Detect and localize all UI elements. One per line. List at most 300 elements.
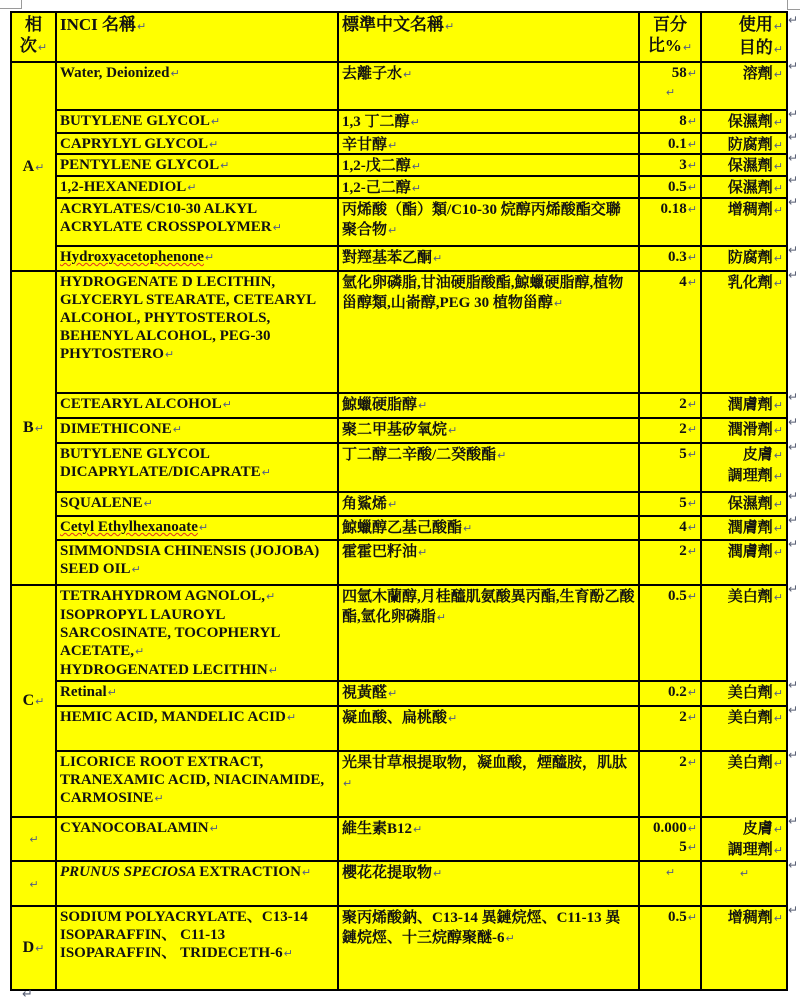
inci-cell[interactable]: [56, 540, 338, 585]
inci-text: [60, 64, 334, 107]
percent-cell[interactable]: [639, 271, 701, 393]
pilcrow-mark: ↵: [773, 139, 783, 151]
pilcrow-mark: ↵: [773, 844, 783, 857]
inci-cell[interactable]: [56, 198, 338, 246]
inci-cell[interactable]: [56, 751, 338, 817]
inci-cell[interactable]: [56, 133, 338, 154]
pilcrow-mark: ↵: [773, 449, 783, 462]
purpose-text: [705, 908, 783, 987]
inci-cell[interactable]: [56, 62, 338, 110]
pilcrow-mark: ↵: [445, 20, 455, 33]
cn-cell[interactable]: [338, 62, 639, 110]
cn-name: 聚二甲基矽氧烷: [342, 422, 448, 438]
cn-name: 聚丙烯酸鈉、C13-14 異鏈烷烴、C11-13 異鏈烷烴、十三烷醇聚醚-6: [342, 910, 621, 946]
cn-cell[interactable]: [338, 706, 639, 751]
cn-text: [342, 494, 635, 513]
pilcrow-mark: ↵: [411, 182, 421, 195]
purpose-line: [705, 420, 783, 440]
purpose-line: [705, 156, 783, 173]
percent-text: [643, 708, 697, 748]
percent-cell[interactable]: [639, 62, 701, 110]
percent-value: 2: [679, 396, 687, 412]
end-of-row-mark: ↵: [788, 59, 799, 73]
inci-text: [60, 420, 334, 440]
end-of-document-mark: ↵: [22, 987, 33, 1002]
purpose-line: [705, 518, 783, 537]
pilcrow-mark: ↵: [210, 115, 221, 128]
inci-cell[interactable]: [56, 154, 338, 176]
inci-cell[interactable]: [56, 271, 338, 393]
percent-cell[interactable]: [639, 751, 701, 817]
pilcrow-mark: ↵: [687, 545, 697, 558]
cn-cell[interactable]: [338, 906, 639, 990]
percent-line: [643, 587, 697, 606]
inci-cell[interactable]: [56, 418, 338, 443]
inci-text: [60, 683, 334, 703]
percent-text: [643, 518, 697, 537]
inci-cell[interactable]: [56, 516, 338, 540]
purpose-text: [705, 273, 783, 390]
percent-line: [643, 494, 697, 513]
header-row: [11, 12, 787, 62]
pilcrow-mark: ↵: [773, 182, 783, 195]
inci-cell[interactable]: [56, 817, 338, 861]
cn-cell[interactable]: [338, 540, 639, 585]
percent-cell[interactable]: [639, 817, 701, 861]
inci-text: [60, 863, 334, 903]
pilcrow-mark: ↵: [448, 424, 458, 437]
pilcrow-mark: ↵: [388, 687, 398, 700]
pilcrow-mark: ↵: [143, 497, 153, 510]
inci-segment: ACRYLATES/C10-30 ALKYL ACRYLATE CROSSPOLYMER: [60, 201, 272, 235]
inci-text: [60, 273, 334, 390]
purpose-value: 防腐劑: [727, 137, 773, 151]
purpose-line: [705, 395, 783, 415]
inci-cell[interactable]: [56, 585, 338, 681]
inci-cell[interactable]: [56, 706, 338, 751]
cn-cell[interactable]: [338, 393, 639, 418]
inci-paragraph: [60, 178, 334, 195]
inci-paragraph: [60, 248, 334, 267]
purpose-cell[interactable]: [701, 516, 787, 540]
purpose-line: [705, 683, 783, 703]
text: 比%: [647, 36, 682, 55]
purpose-cell[interactable]: [701, 176, 787, 198]
percent-line: [643, 753, 697, 772]
header-line: [705, 37, 783, 60]
end-of-row-mark: ↵: [788, 814, 799, 828]
ingredient-row: [11, 246, 787, 271]
percent-cell[interactable]: [639, 443, 701, 492]
pilcrow-mark: ↵: [448, 712, 458, 725]
inci-segment: HEMIC ACID, MANDELIC ACID: [60, 709, 286, 725]
inci-paragraph: [60, 395, 334, 414]
inci-paragraph: [60, 661, 334, 678]
cn-text: [342, 248, 635, 268]
percent-value: 0.5: [668, 588, 687, 604]
pilcrow-mark: ↵: [268, 664, 278, 677]
purpose-line: [705, 445, 783, 466]
purpose-cell[interactable]: [701, 861, 787, 906]
percent-cell[interactable]: [639, 418, 701, 443]
purpose-value: 美白劑: [727, 589, 773, 605]
cn-cell[interactable]: [338, 271, 639, 393]
pilcrow-mark: ↵: [687, 711, 697, 724]
cn-cell[interactable]: [338, 861, 639, 906]
inci-text: [60, 587, 334, 678]
percent-text: [643, 273, 697, 390]
percent-line: [643, 273, 697, 292]
percent-cell[interactable]: [639, 246, 701, 271]
pilcrow-mark: ↵: [773, 498, 783, 511]
cn-cell[interactable]: [338, 110, 639, 133]
percent-line: [643, 838, 697, 857]
percent-line: [643, 395, 697, 414]
cn-text: [342, 708, 635, 748]
pilcrow-mark: ↵: [222, 398, 232, 411]
pilcrow-mark: ↵: [497, 449, 507, 462]
cn-name: 鯨蠟醇乙基己酸酯: [342, 520, 463, 536]
cn-cell[interactable]: [338, 176, 639, 198]
end-of-row-mark: ↵: [788, 748, 799, 762]
purpose-cell[interactable]: [701, 906, 787, 990]
header-line: [15, 14, 52, 35]
pilcrow-mark: ↵: [665, 86, 676, 99]
pilcrow-mark: ↵: [107, 686, 117, 699]
end-of-row-mark: ↵: [788, 489, 799, 503]
inci-cell[interactable]: [56, 110, 338, 133]
purpose-text: [705, 395, 783, 415]
inci-cell[interactable]: [56, 681, 338, 706]
purpose-cell[interactable]: [701, 393, 787, 418]
inci-cell[interactable]: [56, 861, 338, 906]
inci-cell[interactable]: [56, 246, 338, 271]
purpose-cell[interactable]: [701, 418, 787, 443]
pilcrow-mark: ↵: [154, 792, 164, 805]
purpose-line: [705, 908, 783, 929]
cn-name: 丁二醇二辛酸/二癸酸酯: [342, 447, 497, 463]
text: 使用: [738, 15, 773, 34]
cn-name: 1,2-己二醇: [342, 180, 411, 195]
percent-text: [643, 863, 697, 903]
cn-cell[interactable]: [338, 418, 639, 443]
percent-cell[interactable]: [639, 393, 701, 418]
phase-cell-A[interactable]: [11, 62, 56, 271]
purpose-cell[interactable]: [701, 271, 787, 393]
ingredient-row: [11, 418, 787, 443]
inci-segment: TETRAHYDROM AGNOLOL,: [60, 588, 266, 604]
percent-cell[interactable]: [639, 681, 701, 706]
percent-text: [643, 587, 697, 678]
ingredient-row: [11, 110, 787, 133]
end-of-row-mark: ↵: [788, 130, 799, 144]
inci-text: [60, 542, 334, 582]
percent-cell[interactable]: [639, 110, 701, 133]
pilcrow-mark: ↵: [209, 138, 219, 151]
inci-paragraph: [60, 819, 334, 838]
purpose-cell[interactable]: [701, 198, 787, 246]
pilcrow-mark: ↵: [343, 777, 353, 790]
pilcrow-mark: ↵: [773, 116, 783, 129]
phase-cell-D[interactable]: [11, 906, 56, 990]
cn-cell[interactable]: [338, 443, 639, 492]
inci-segment: DIMETHICONE: [60, 421, 172, 437]
pilcrow-mark: ↵: [388, 224, 398, 237]
percent-line: [643, 863, 697, 882]
ingredient-row: [11, 751, 787, 817]
percent-cell[interactable]: [639, 516, 701, 540]
inci-cell[interactable]: [56, 443, 338, 492]
pilcrow-mark: ↵: [433, 867, 443, 880]
pilcrow-mark: ↵: [411, 160, 421, 173]
purpose-value: 潤膚劑: [727, 544, 773, 560]
percent-line: [643, 420, 697, 439]
percent-cell[interactable]: [639, 154, 701, 176]
inci-cell[interactable]: [56, 906, 338, 990]
purpose-text: [705, 156, 783, 173]
end-of-row-mark: ↵: [788, 513, 799, 527]
percent-value: 8: [679, 113, 687, 129]
header-line: [705, 14, 783, 37]
purpose-cell[interactable]: [701, 443, 787, 492]
cn-name: 四氫木蘭醇,月桂醯肌氨酸異丙酯,生育酚乙酸酯,氫化卵磷脂: [342, 589, 635, 625]
percent-cell[interactable]: [639, 176, 701, 198]
cn-cell[interactable]: [338, 492, 639, 516]
end-of-row-mark: ↵: [788, 13, 799, 27]
pilcrow-mark: ↵: [773, 522, 783, 535]
percent-value: 4: [679, 519, 687, 535]
header-purpose[interactable]: [701, 12, 787, 62]
pilcrow-mark: ↵: [773, 43, 783, 56]
purpose-text: [705, 135, 783, 151]
purpose-value: 皮膚: [742, 447, 773, 463]
inci-paragraph: [60, 494, 334, 513]
purpose-cell[interactable]: [701, 246, 787, 271]
cn-cell[interactable]: [338, 198, 639, 246]
ingredient-row: [11, 585, 787, 681]
pilcrow-mark: ↵: [687, 251, 697, 264]
inci-paragraph: [60, 112, 334, 130]
pilcrow-mark: ↵: [687, 276, 697, 289]
end-of-row-mark: ↵: [788, 243, 799, 257]
percent-text: [643, 542, 697, 582]
end-of-row-mark: ↵: [788, 678, 799, 692]
percent-cell[interactable]: [639, 861, 701, 906]
inci-text: [60, 819, 334, 858]
cn-cell[interactable]: [338, 516, 639, 540]
cn-cell[interactable]: [338, 817, 639, 861]
percent-line: [643, 445, 697, 464]
purpose-cell[interactable]: [701, 751, 787, 817]
pilcrow-mark: ↵: [135, 645, 145, 658]
inci-segment: PRUNUS SPECIOSA: [60, 864, 200, 880]
cn-cell[interactable]: [338, 246, 639, 271]
pilcrow-mark: ↵: [35, 942, 45, 955]
percent-text: [643, 178, 697, 195]
pilcrow-mark: ↵: [170, 67, 180, 80]
inci-segment: BUTYLENE GLYCOL DICAPRYLATE/DICAPRATE: [60, 446, 261, 480]
phase-cell[interactable]: [11, 817, 56, 861]
percent-value: 5: [679, 495, 687, 511]
percent-line: [643, 908, 697, 927]
inci-paragraph: [60, 420, 334, 439]
percent-cell[interactable]: [639, 906, 701, 990]
percent-cell[interactable]: [639, 492, 701, 516]
pilcrow-mark: ↵: [687, 159, 697, 172]
purpose-text: [705, 518, 783, 537]
purpose-cell[interactable]: [701, 62, 787, 110]
pilcrow-mark: ↵: [773, 591, 783, 604]
pilcrow-mark: ↵: [413, 823, 423, 836]
inci-segment: SQUALENE: [60, 495, 143, 511]
inci-text: [60, 112, 334, 130]
percent-value: 2: [679, 543, 687, 559]
cn-name: 視黃醛: [342, 685, 388, 701]
percent-value: 5: [679, 446, 687, 462]
cn-name: 鯨蠟硬脂醇: [342, 397, 418, 413]
header-inci[interactable]: [56, 12, 338, 62]
cn-cell[interactable]: [338, 681, 639, 706]
purpose-cell[interactable]: [701, 110, 787, 133]
header-line: [15, 35, 52, 58]
pilcrow-mark: ↵: [773, 20, 783, 33]
percent-value: 2: [679, 754, 687, 770]
inci-cell[interactable]: [56, 393, 338, 418]
inci-paragraph: [60, 200, 334, 237]
cn-text: [342, 445, 635, 489]
cn-cell[interactable]: [338, 133, 639, 154]
percent-cell[interactable]: [639, 706, 701, 751]
percent-line: [643, 156, 697, 173]
purpose-text: [705, 683, 783, 703]
pilcrow-mark: ↵: [773, 68, 783, 81]
cn-cell[interactable]: [338, 751, 639, 817]
inci-segment: Hydroxyacetophenone: [60, 249, 204, 265]
pilcrow-mark: ↵: [418, 546, 428, 559]
cn-text: [342, 753, 635, 814]
pilcrow-mark: ↵: [687, 497, 697, 510]
cn-name: 光果甘草根提取物，凝血酸，煙醯胺，肌肽: [342, 755, 628, 771]
purpose-line: [705, 587, 783, 608]
cn-cell[interactable]: [338, 154, 639, 176]
percent-line: [643, 248, 697, 267]
pilcrow-mark: ↵: [29, 877, 39, 891]
header-line: [643, 14, 697, 35]
cn-name: 氫化卵磷脂,甘油硬脂酸酯,鯨蠟硬脂醇,植物甾醇類,山嵛醇,PEG 30 植物甾醇: [342, 275, 624, 311]
purpose-line: [705, 753, 783, 774]
pilcrow-mark: ↵: [436, 611, 446, 624]
pilcrow-mark: ↵: [687, 590, 697, 603]
inci-segment: HYDROGENATED LECITHIN: [60, 662, 268, 678]
percent-text: [643, 200, 697, 243]
percent-line: [643, 200, 697, 219]
inci-paragraph: [60, 156, 334, 173]
inci-cell[interactable]: [56, 176, 338, 198]
percent-value: 2: [679, 709, 687, 725]
purpose-text: [705, 494, 783, 513]
cn-name: 辛甘醇: [342, 137, 388, 151]
pilcrow-mark: ↵: [220, 159, 230, 172]
inci-paragraph: [60, 135, 334, 151]
ingredient-row: [11, 681, 787, 706]
percent-cell[interactable]: [639, 133, 701, 154]
purpose-line: [705, 542, 783, 563]
purpose-line: [705, 273, 783, 294]
inci-text: [60, 178, 334, 195]
text: INCI 名稱: [60, 15, 137, 34]
percent-text: [643, 819, 697, 858]
cn-text: [342, 64, 635, 107]
purpose-cell[interactable]: [701, 154, 787, 176]
pilcrow-mark: ↵: [687, 423, 697, 436]
purpose-text: [705, 708, 783, 748]
phase-cell[interactable]: [11, 861, 56, 906]
ingredients-table: [10, 11, 788, 991]
percent-cell[interactable]: [639, 585, 701, 681]
phase-label: D: [22, 939, 35, 956]
pilcrow-mark: ↵: [35, 160, 45, 174]
percent-cell[interactable]: [639, 540, 701, 585]
purpose-value: 調理劑: [727, 468, 773, 484]
end-of-row-mark: ↵: [788, 195, 799, 209]
purpose-cell[interactable]: [701, 585, 787, 681]
cn-text: [342, 542, 635, 582]
percent-value: 0.18: [660, 201, 687, 217]
pilcrow-mark: ↵: [665, 866, 676, 879]
inci-text: [60, 518, 334, 537]
inci-segment: LICORICE ROOT EXTRACT, TRANEXAMIC ACID, NIACINAMIDE, CARMOSINE: [60, 754, 325, 806]
phase-cell-C[interactable]: [11, 585, 56, 817]
header-cn[interactable]: [338, 12, 639, 62]
percent-cell[interactable]: [639, 198, 701, 246]
purpose-cell[interactable]: [701, 540, 787, 585]
percent-value: 3: [679, 157, 687, 173]
purpose-value: 調理劑: [727, 842, 773, 858]
header-phase[interactable]: [11, 12, 56, 62]
percent-line: [643, 83, 697, 102]
cn-cell[interactable]: [338, 585, 639, 681]
pilcrow-mark: ↵: [687, 822, 697, 835]
percent-text: [643, 494, 697, 513]
inci-segment: HYDROGENATE D LECITHIN, GLYCERYL STEARATE, CETEARYL ALCOHOL, PHYTOSTEROLS, BEHENYL ALCOHOL, PEG-30 PHYTOSTERO: [60, 274, 316, 362]
end-of-row-mark: ↵: [788, 107, 799, 121]
pilcrow-mark: ↵: [29, 833, 39, 846]
purpose-cell[interactable]: [701, 681, 787, 706]
percent-line: [643, 708, 697, 727]
ingredient-row: [11, 861, 787, 906]
pilcrow-mark: ↵: [773, 823, 783, 836]
purpose-value: 潤膚劑: [727, 397, 773, 413]
inci-segment: 1,2-HEXANEDIOL: [60, 179, 187, 195]
purpose-line: [705, 840, 783, 858]
purpose-cell[interactable]: [701, 706, 787, 751]
phase-cell-B[interactable]: [11, 271, 56, 585]
cn-text: [342, 518, 635, 537]
header-line: [643, 35, 697, 58]
inci-cell[interactable]: [56, 492, 338, 516]
purpose-line: [705, 494, 783, 513]
purpose-cell[interactable]: [701, 133, 787, 154]
purpose-value: 增稠劑: [727, 202, 773, 218]
cn-text: [342, 112, 635, 130]
pilcrow-mark: ↵: [463, 522, 473, 535]
percent-line: [643, 518, 697, 537]
header-percent[interactable]: [639, 12, 701, 62]
purpose-cell[interactable]: [701, 492, 787, 516]
pilcrow-mark: ↵: [187, 181, 197, 194]
pilcrow-mark: ↵: [418, 399, 428, 412]
purpose-cell[interactable]: [701, 817, 787, 861]
